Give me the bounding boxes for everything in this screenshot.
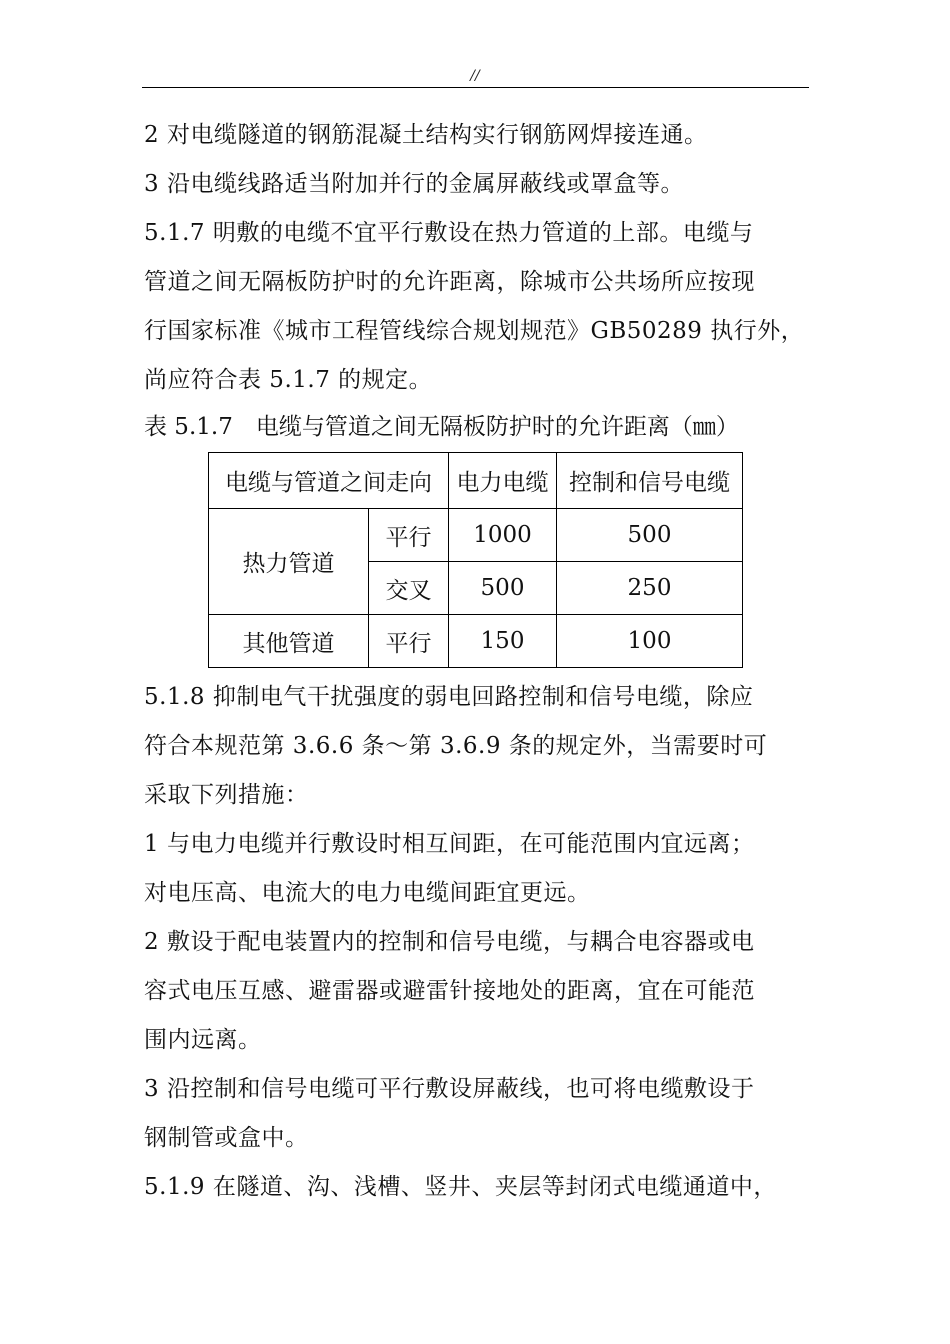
paragraph-line: 尚应符合表 5.1.7 的规定。 bbox=[144, 367, 433, 393]
paragraph-line: 行国家标准《城市工程管线综合规划规范》GB50289 执行外， bbox=[144, 318, 805, 344]
paragraph-line: 2 敷设于配电装置内的控制和信号电缆，与耦合电容器或电 bbox=[144, 929, 755, 955]
paragraph-line: 3 沿电缆线路适当附加并行的金属屏蔽线或罩盒等。 bbox=[144, 171, 684, 197]
cell-power-distance: 150 bbox=[449, 615, 557, 668]
cell-control-distance: 100 bbox=[557, 615, 743, 668]
paragraph-line: 钢制管或盒中。 bbox=[144, 1125, 309, 1151]
table-caption: 表 5.1.7 电缆与管道之间无隔板防护时的允许距离（㎜） bbox=[144, 414, 739, 440]
table-header-row bbox=[209, 453, 743, 509]
cell-pipe-type: 其他管道 bbox=[209, 615, 369, 668]
header-control-cable: 控制和信号电缆 bbox=[557, 453, 743, 509]
paragraph-line: 对电压高、电流大的电力电缆间距宜更远。 bbox=[144, 880, 591, 906]
table-row bbox=[209, 509, 743, 562]
page-header-mark: // bbox=[470, 68, 480, 84]
paragraph-line: 1 与电力电缆并行敷设时相互间距，在可能范围内宜远离； bbox=[144, 831, 755, 857]
cell-power-distance: 500 bbox=[449, 562, 557, 615]
cell-control-distance: 250 bbox=[557, 562, 743, 615]
paragraph-line: 5.1.7 明敷的电缆不宜平行敷设在热力管道的上部。电缆与 bbox=[144, 220, 754, 246]
cell-pipe-type: 热力管道 bbox=[209, 509, 369, 615]
document-body bbox=[144, 112, 814, 1213]
cell-direction: 交叉 bbox=[369, 562, 449, 615]
paragraph-line: 围内远离。 bbox=[144, 1027, 262, 1053]
paragraph-line: 符合本规范第 3.6.6 条～第 3.6.9 条的规定外，当需要时可 bbox=[144, 733, 768, 759]
paragraph-line: 3 沿控制和信号电缆可平行敷设屏蔽线，也可将电缆敷设于 bbox=[144, 1076, 755, 1102]
paragraph-line: 2 对电缆隧道的钢筋混凝土结构实行钢筋网焊接连通。 bbox=[144, 122, 708, 148]
paragraph-line: 容式电压互感、避雷器或避雷针接地处的距离，宜在可能范 bbox=[144, 978, 755, 1004]
paragraph-line: 5.1.9 在隧道、沟、浅槽、竖井、夹层等封闭式电缆通道中， bbox=[144, 1174, 777, 1200]
distance-table bbox=[208, 452, 743, 668]
table-row bbox=[209, 615, 743, 668]
cell-direction: 平行 bbox=[369, 615, 449, 668]
header-direction: 电缆与管道之间走向 bbox=[209, 453, 449, 509]
cell-direction: 平行 bbox=[369, 509, 449, 562]
paragraph-line: 5.1.8 抑制电气干扰强度的弱电回路控制和信号电缆，除应 bbox=[144, 684, 754, 710]
cell-control-distance: 500 bbox=[557, 509, 743, 562]
paragraph-line: 采取下列措施： bbox=[144, 782, 309, 808]
header-rule bbox=[142, 87, 809, 88]
header-power-cable: 电力电缆 bbox=[449, 453, 557, 509]
paragraph-line: 管道之间无隔板防护时的允许距离，除城市公共场所应按现 bbox=[144, 269, 755, 295]
cell-power-distance: 1000 bbox=[449, 509, 557, 562]
